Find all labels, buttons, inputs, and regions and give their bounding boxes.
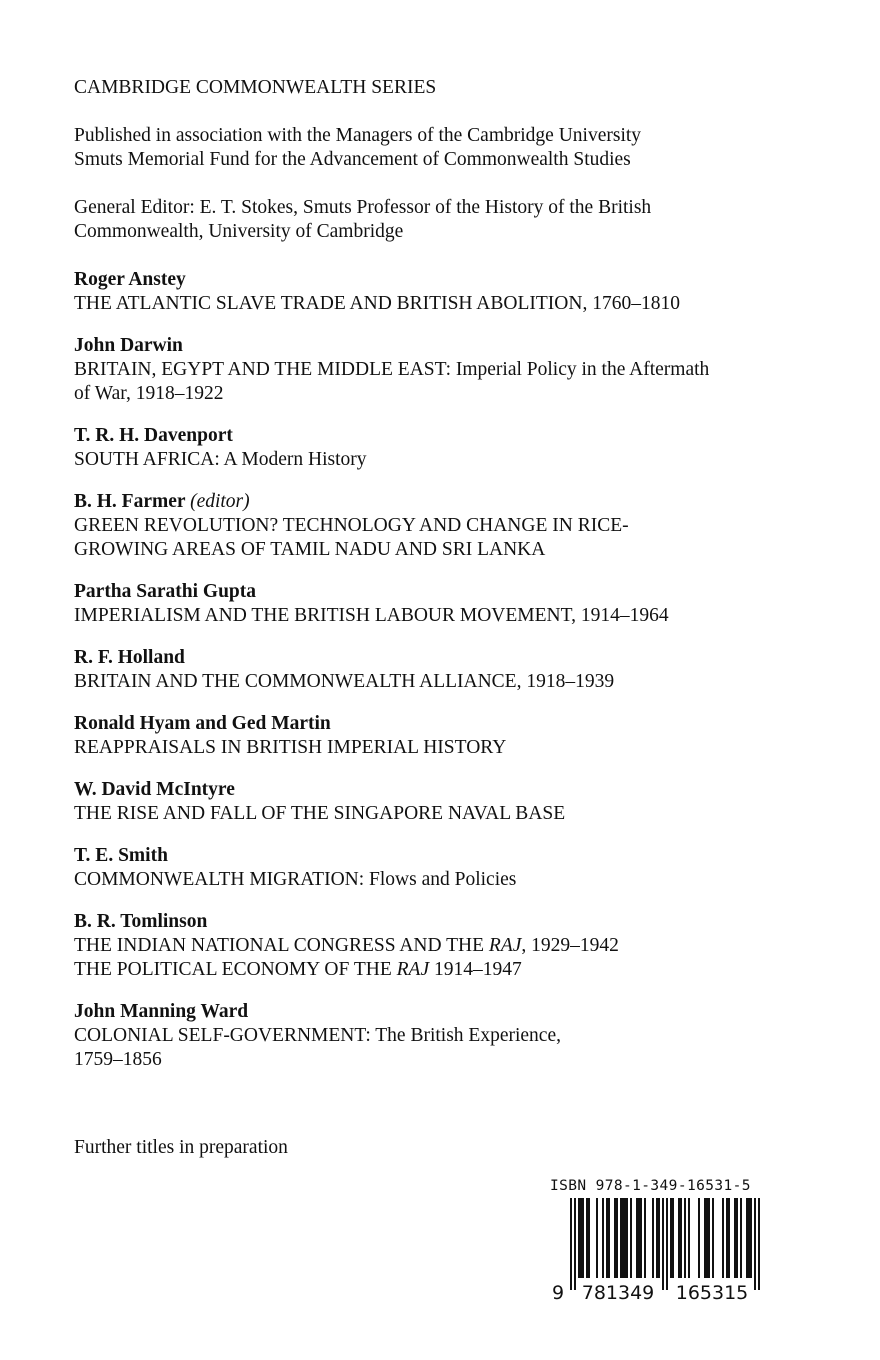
barcode-bar (624, 1198, 626, 1278)
barcode-bar (616, 1198, 618, 1278)
barcode-bar (582, 1198, 584, 1278)
barcode-bar (670, 1198, 672, 1278)
book-entry (74, 778, 814, 826)
barcode-bar (740, 1198, 742, 1278)
barcode-bar (626, 1198, 628, 1278)
book-title: THE INDIAN NATIONAL CONGRESS AND THE RAJ, 1929–1942 (74, 935, 619, 956)
isbn-barcode-block (548, 1178, 788, 1302)
book-entry (74, 712, 814, 760)
author-name (74, 778, 814, 802)
barcode-right-digits: 165315 (675, 1282, 749, 1302)
barcode-bar (698, 1198, 700, 1278)
book-title: THE RISE AND FALL OF THE SINGAPORE NAVAL BASE (74, 803, 566, 824)
association-line: Published in association with the Managers of the Cambridge University (74, 125, 642, 146)
book-entry (74, 646, 814, 694)
book-title: GREEN REVOLUTION? TECHNOLOGY AND CHANGE IN RICE- (74, 515, 629, 536)
author-name-text: Partha Sarathi Gupta (74, 581, 257, 602)
author-name (74, 580, 814, 604)
barcode-bar (746, 1198, 748, 1278)
book-title: THE POLITICAL ECONOMY OF THE RAJ 1914–1947 (74, 959, 522, 980)
author-role: (editor) (190, 491, 250, 512)
barcode-bar (684, 1198, 686, 1278)
author-name (74, 424, 814, 448)
barcode-bar (644, 1198, 646, 1278)
author-name-text: B. R. Tomlinson (74, 911, 208, 932)
author-name-text: Ronald Hyam and Ged Martin (74, 713, 331, 734)
barcode-bar (638, 1198, 640, 1278)
barcode-bar (666, 1198, 668, 1290)
barcode-bar (728, 1198, 730, 1278)
barcode-bar (630, 1198, 632, 1278)
barcode-bar (574, 1198, 576, 1290)
barcode-bar (652, 1198, 654, 1278)
further-titles-note: Further titles in preparation (74, 1137, 288, 1158)
book-entry (74, 268, 814, 316)
book-title: of War, 1918–1922 (74, 383, 224, 404)
book-title: REAPPRAISALS IN BRITISH IMPERIAL HISTORY (74, 737, 507, 758)
book-entry (74, 910, 814, 982)
barcode-bar (704, 1198, 706, 1278)
book-list (74, 268, 814, 1072)
author-name (74, 712, 814, 736)
barcode-bar (688, 1198, 690, 1278)
barcode-bar (734, 1198, 736, 1278)
barcode-bar (620, 1198, 622, 1278)
barcode-bar (580, 1198, 582, 1278)
book-title: SOUTH AFRICA: A Modern History (74, 449, 367, 470)
book-title: IMPERIALISM AND THE BRITISH LABOUR MOVEMENT, 1914–1964 (74, 605, 669, 626)
general-editor-line: Commonwealth, University of Cambridge (74, 221, 404, 242)
author-name-text: John Manning Ward (74, 1001, 249, 1022)
association-line: Smuts Memorial Fund for the Advancement of Commonwealth Studies (74, 149, 631, 170)
book-title: BRITAIN AND THE COMMONWEALTH ALLIANCE, 1918–1939 (74, 671, 615, 692)
author-name (74, 910, 814, 934)
isbn-label: ISBN 978-1-349-16531-5 (550, 1178, 751, 1194)
barcode-bar (678, 1198, 680, 1278)
barcode-bar (712, 1198, 714, 1278)
barcode-bar (636, 1198, 638, 1278)
author-name (74, 334, 814, 358)
barcode-bar (606, 1198, 608, 1278)
barcode-left-digits: 781349 (581, 1282, 655, 1302)
book-title: COLONIAL SELF-GOVERNMENT: The British Experience, (74, 1025, 561, 1046)
author-name-text: T. R. H. Davenport (74, 425, 233, 446)
book-entry (74, 580, 814, 628)
barcode-first-digit: 9 (551, 1282, 565, 1302)
author-name (74, 646, 814, 670)
barcode-bar (748, 1198, 750, 1278)
barcode-bar (588, 1198, 590, 1278)
author-name (74, 490, 814, 514)
author-name-text: B. H. Farmer (74, 491, 186, 512)
author-name-text: T. E. Smith (74, 845, 168, 866)
barcode-bar (586, 1198, 588, 1278)
book-title: GROWING AREAS OF TAMIL NADU AND SRI LANKA (74, 539, 546, 560)
association-note (74, 124, 814, 172)
barcode-bar (656, 1198, 658, 1278)
barcode-bar (708, 1198, 710, 1278)
barcode-bar (726, 1198, 728, 1278)
author-name-text: Roger Anstey (74, 269, 186, 290)
book-title: BRITAIN, EGYPT AND THE MIDDLE EAST: Imperial Policy in the Aftermath (74, 359, 710, 380)
series-title: CAMBRIDGE COMMONWEALTH SERIES (74, 77, 437, 98)
book-entry (74, 1000, 814, 1072)
author-name-text: John Darwin (74, 335, 183, 356)
barcode-bar (622, 1198, 624, 1278)
author-name (74, 844, 814, 868)
barcode-bar (640, 1198, 642, 1278)
barcode-bar (706, 1198, 708, 1278)
barcode-bar (570, 1198, 572, 1290)
barcode-bar (680, 1198, 682, 1278)
general-editor (74, 196, 814, 244)
barcode-bar (658, 1198, 660, 1278)
book-entry (74, 424, 814, 472)
barcode-bar (754, 1198, 756, 1290)
book-entry (74, 490, 814, 562)
book-entry (74, 844, 814, 892)
barcode-bar (602, 1198, 604, 1278)
barcode-bar (722, 1198, 724, 1278)
author-name (74, 268, 814, 292)
barcode-bar (736, 1198, 738, 1278)
barcode-bar (662, 1198, 664, 1290)
book-title: 1759–1856 (74, 1049, 162, 1070)
barcode-bar (758, 1198, 760, 1290)
barcode-bar (596, 1198, 598, 1278)
barcode-bar (750, 1198, 752, 1278)
author-name (74, 1000, 814, 1024)
author-name-text: R. F. Holland (74, 647, 185, 668)
barcode-graphic (548, 1198, 788, 1302)
author-name-text: W. David McIntyre (74, 779, 235, 800)
book-entry (74, 334, 814, 406)
barcode-bar (614, 1198, 616, 1278)
barcode-bar (578, 1198, 580, 1278)
book-title: COMMONWEALTH MIGRATION: Flows and Policies (74, 869, 517, 890)
book-title: THE ATLANTIC SLAVE TRADE AND BRITISH ABOLITION, 1760–1810 (74, 293, 680, 314)
series-page (74, 76, 814, 1090)
barcode-bar (672, 1198, 674, 1278)
general-editor-line: General Editor: E. T. Stokes, Smuts Professor of the History of the British (74, 197, 652, 218)
barcode-bar (608, 1198, 610, 1278)
